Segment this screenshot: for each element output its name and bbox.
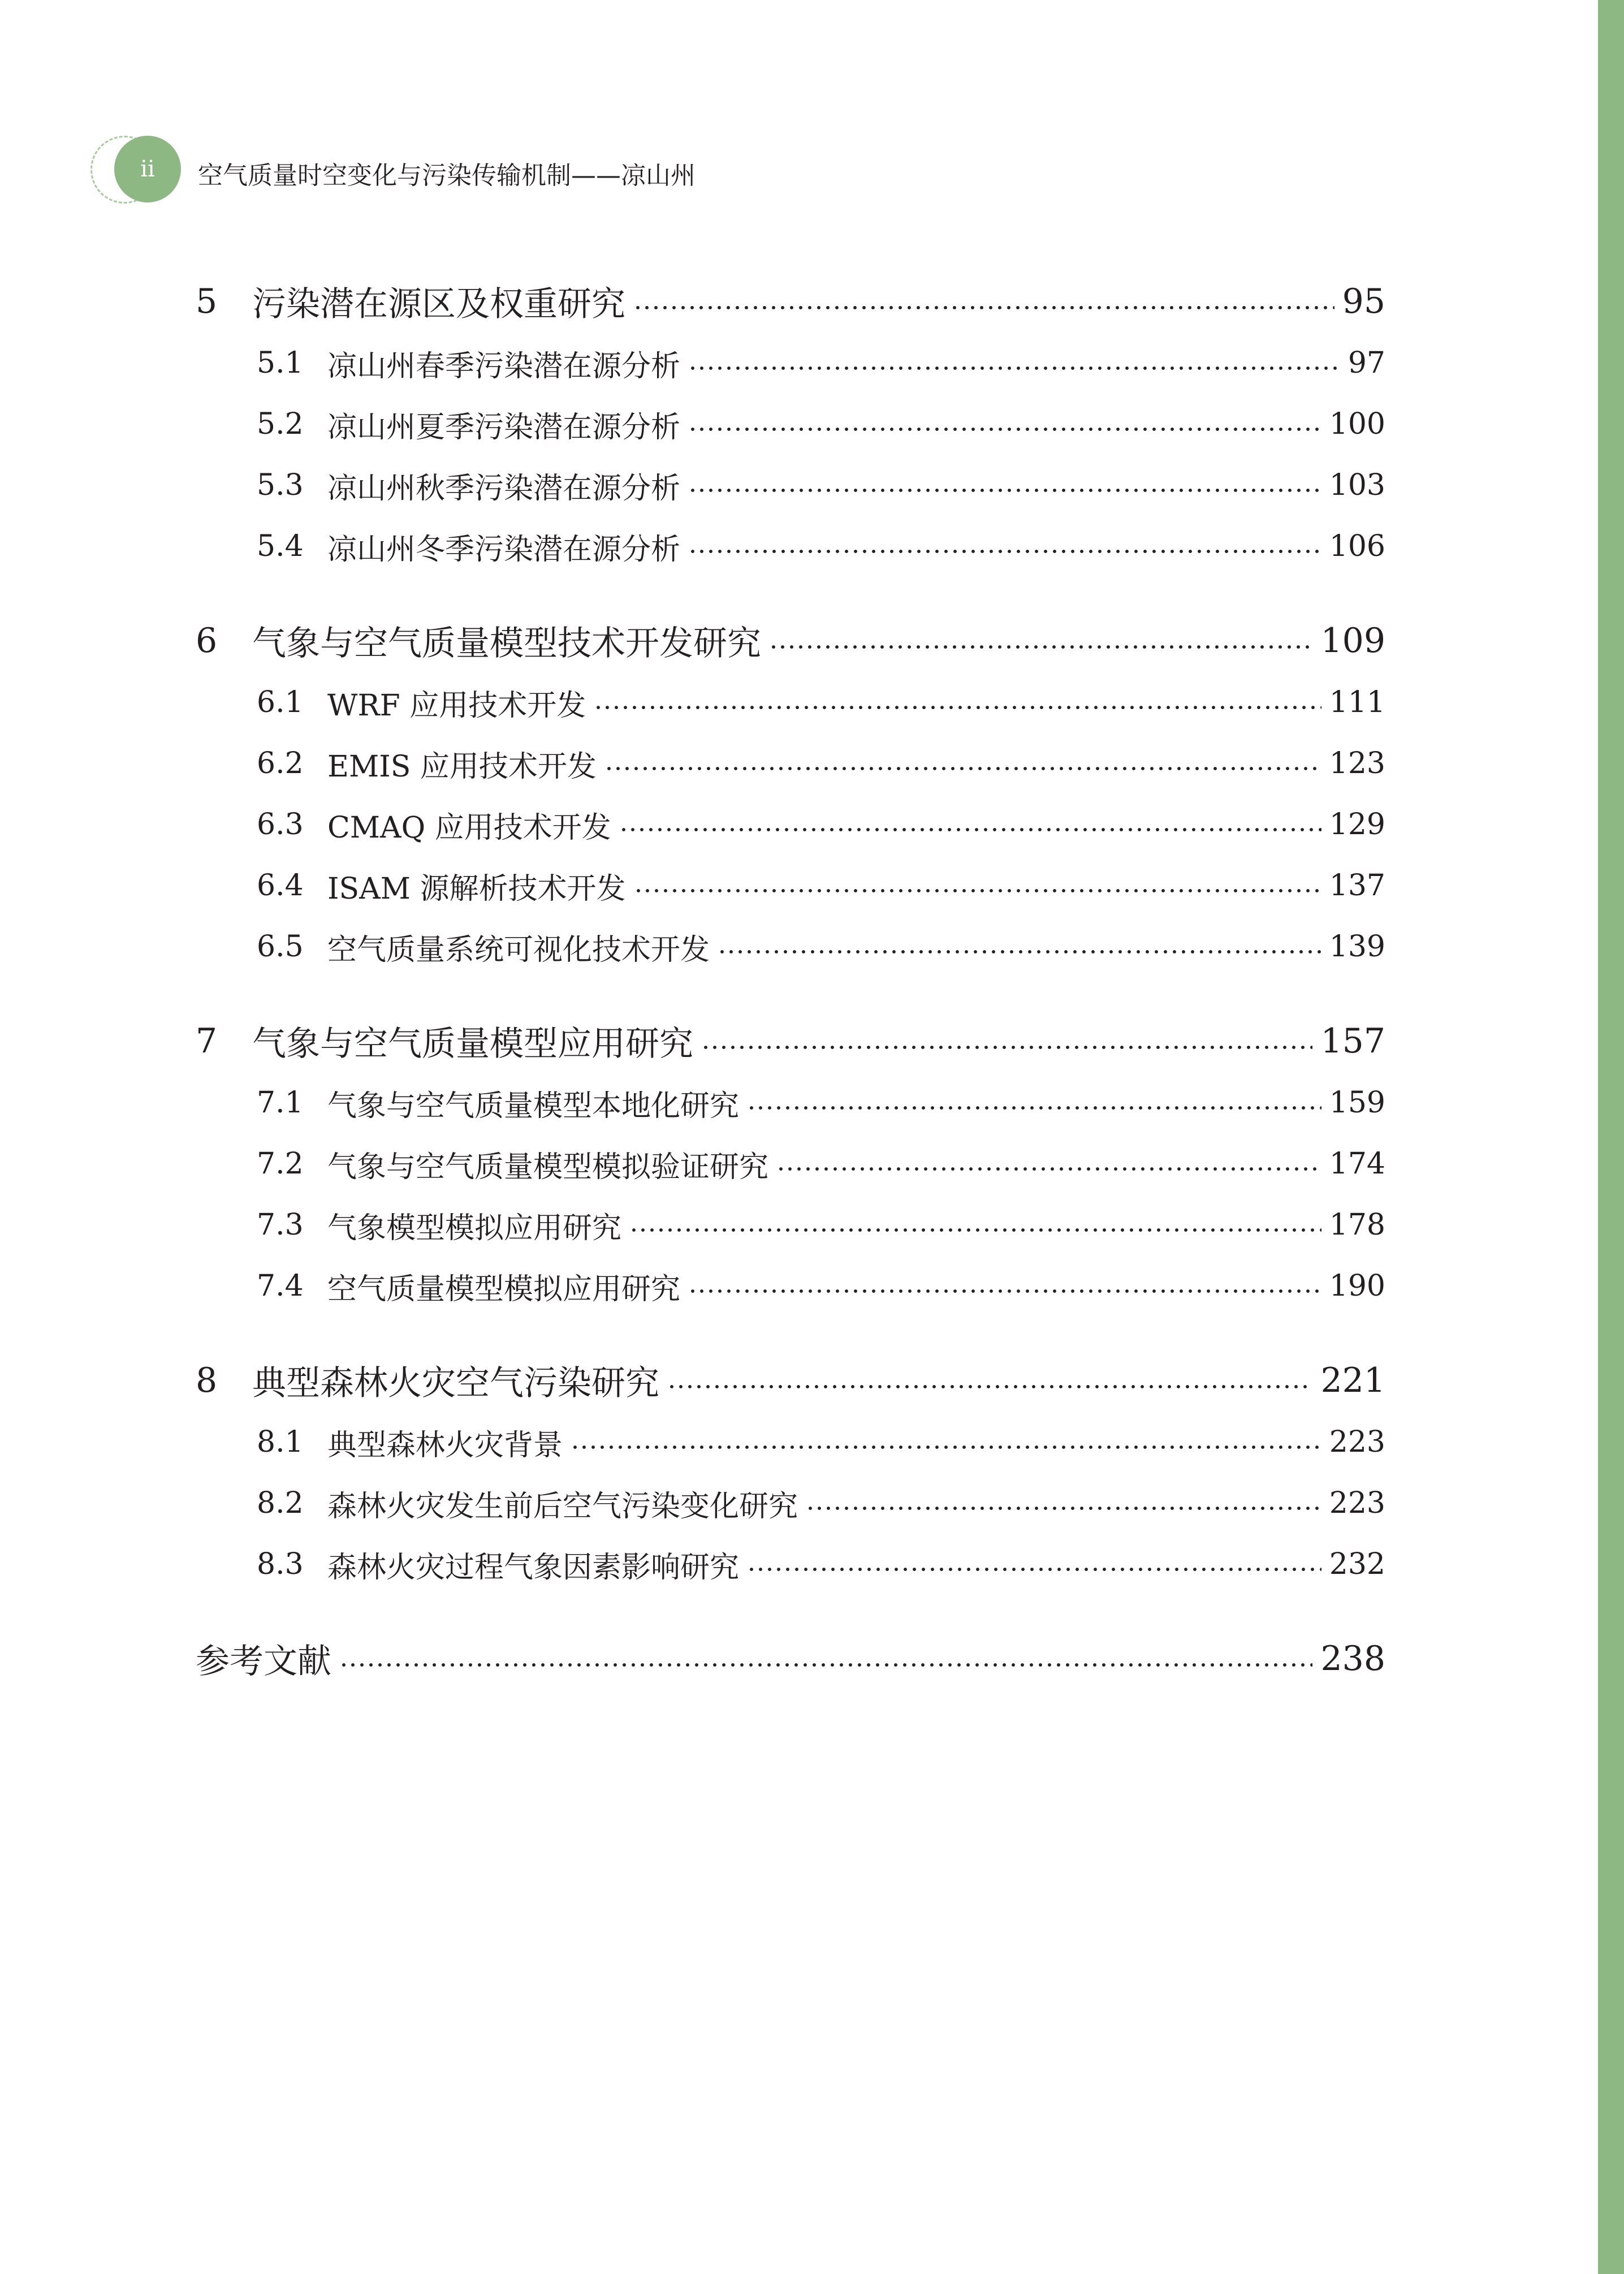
toc-section-title: 气象与空气质量模型本地化研究 [327, 1089, 740, 1123]
toc-section-entry[interactable] [196, 1133, 1385, 1194]
toc-chapter-page: 157 [1320, 1021, 1385, 1061]
toc-section-number: 7.3 [257, 1208, 304, 1242]
toc-section-number: 7.1 [257, 1086, 304, 1120]
toc-section-page: 111 [1329, 685, 1385, 719]
dot-leader [339, 1662, 1312, 1668]
toc-section-number: 7.2 [257, 1147, 304, 1181]
toc-section-entry[interactable] [196, 394, 1385, 455]
toc-section-page: 129 [1329, 808, 1385, 842]
toc-section-number: 8.3 [257, 1547, 304, 1581]
toc-section-title: 森林火灾发生前后空气污染变化研究 [327, 1489, 798, 1524]
dot-leader [688, 548, 1321, 555]
dot-leader [571, 1444, 1321, 1451]
toc-section-entry[interactable] [196, 855, 1385, 916]
dot-leader [806, 1505, 1321, 1512]
dot-leader [688, 487, 1321, 494]
toc-section-title: WRF 应用技术开发 [327, 688, 586, 723]
toc-section-number: 6.5 [257, 930, 304, 964]
toc-chapter-group [196, 1349, 1385, 1595]
toc-section-entry[interactable] [196, 333, 1385, 394]
toc-section-number: 5.4 [257, 529, 304, 563]
toc-section-title: 空气质量模型模拟应用研究 [327, 1272, 681, 1306]
toc-section-entry[interactable] [196, 1194, 1385, 1255]
dot-leader [634, 887, 1321, 894]
toc-section-title: EMIS 应用技术开发 [327, 749, 597, 784]
toc-section-page: 137 [1329, 869, 1385, 903]
toc-chapter-page: 95 [1342, 282, 1385, 321]
toc-section-page: 103 [1329, 468, 1385, 502]
toc-references-title: 参考文献 [196, 1642, 331, 1681]
dot-leader [629, 1227, 1321, 1233]
toc-references-group [196, 1628, 1385, 1690]
toc-section-entry[interactable] [196, 672, 1385, 733]
toc-section-title: 凉山州冬季污染潜在源分析 [327, 532, 681, 567]
toc-chapter-group [196, 610, 1385, 977]
toc-section-entry[interactable] [196, 1412, 1385, 1473]
dot-leader [747, 1104, 1321, 1111]
toc-section-title: 气象与空气质量模型模拟验证研究 [327, 1150, 769, 1184]
toc-section-entry[interactable] [196, 794, 1385, 855]
toc-chapter-group [196, 1010, 1385, 1317]
toc-section-title: 凉山州夏季污染潜在源分析 [327, 410, 681, 445]
toc-section-entry[interactable] [196, 916, 1385, 977]
toc-chapter-title: 气象与空气质量模型应用研究 [252, 1024, 693, 1064]
toc-references-page: 238 [1320, 1639, 1385, 1678]
toc-section-number: 6.3 [257, 808, 304, 842]
toc-section-entry[interactable] [196, 455, 1385, 516]
page-header [90, 136, 882, 204]
dot-leader [769, 644, 1312, 650]
side-color-band [1598, 0, 1624, 2274]
toc-section-title: 空气质量系统可视化技术开发 [327, 933, 710, 967]
toc-section-page: 174 [1329, 1147, 1385, 1181]
table-of-contents [196, 270, 1385, 1690]
toc-section-page: 178 [1329, 1208, 1385, 1242]
dot-leader [688, 1288, 1321, 1295]
dot-leader [619, 826, 1321, 833]
toc-section-number: 6.4 [257, 869, 304, 903]
toc-section-entry[interactable] [196, 1534, 1385, 1595]
toc-chapter-entry[interactable] [196, 1010, 1385, 1072]
toc-section-page: 100 [1329, 407, 1385, 441]
toc-section-page: 123 [1329, 747, 1385, 780]
toc-section-page: 139 [1329, 930, 1385, 964]
toc-section-number: 7.4 [257, 1269, 304, 1303]
toc-chapter-number: 6 [196, 621, 218, 661]
toc-section-entry[interactable] [196, 1473, 1385, 1534]
toc-section-page: 223 [1329, 1486, 1385, 1520]
toc-section-title: ISAM 源解析技术开发 [327, 871, 626, 906]
toc-section-title: 气象模型模拟应用研究 [327, 1211, 622, 1245]
toc-section-page: 223 [1329, 1425, 1385, 1459]
toc-chapter-title: 典型森林火灾空气污染研究 [252, 1363, 659, 1403]
toc-section-title: 凉山州春季污染潜在源分析 [327, 349, 681, 383]
dot-leader [667, 1383, 1312, 1390]
toc-section-page: 97 [1347, 346, 1385, 380]
toc-section-page: 106 [1329, 529, 1385, 563]
dot-leader [688, 426, 1321, 433]
toc-section-entry[interactable] [196, 733, 1385, 794]
toc-section-number: 5.1 [257, 346, 304, 380]
toc-section-number: 5.2 [257, 407, 304, 441]
dot-leader [688, 365, 1340, 372]
toc-chapter-entry[interactable] [196, 270, 1385, 333]
toc-chapter-title: 污染潜在源区及权重研究 [252, 284, 625, 324]
dot-leader [747, 1566, 1321, 1573]
toc-chapter-group [196, 270, 1385, 577]
toc-section-number: 6.2 [257, 747, 304, 780]
toc-section-title: CMAQ 应用技术开发 [327, 810, 611, 845]
toc-chapter-number: 8 [196, 1361, 218, 1400]
toc-chapter-number: 7 [196, 1021, 218, 1061]
toc-chapter-page: 221 [1320, 1361, 1385, 1400]
toc-section-number: 8.1 [257, 1425, 304, 1459]
toc-references-entry[interactable] [196, 1628, 1385, 1690]
toc-section-page: 232 [1329, 1547, 1385, 1581]
toc-section-number: 5.3 [257, 468, 304, 502]
dot-leader [776, 1166, 1321, 1172]
toc-section-number: 6.1 [257, 685, 304, 719]
toc-section-title: 凉山州秋季污染潜在源分析 [327, 471, 681, 506]
toc-section-title: 典型森林火灾背景 [327, 1428, 563, 1462]
toc-section-page: 159 [1329, 1086, 1385, 1120]
toc-chapter-title: 气象与空气质量模型技术开发研究 [252, 624, 761, 663]
dot-leader [701, 1044, 1312, 1051]
dot-leader [594, 704, 1321, 711]
toc-section-number: 8.2 [257, 1486, 304, 1520]
toc-chapter-entry[interactable] [196, 1349, 1385, 1412]
toc-section-entry[interactable] [196, 1255, 1385, 1317]
toc-section-entry[interactable] [196, 516, 1385, 577]
toc-section-entry[interactable] [196, 1072, 1385, 1133]
toc-section-page: 190 [1329, 1269, 1385, 1303]
toc-chapter-entry[interactable] [196, 610, 1385, 672]
dot-leader [718, 948, 1321, 955]
toc-chapter-number: 5 [196, 282, 218, 321]
toc-section-title: 森林火灾过程气象因素影响研究 [327, 1550, 740, 1585]
dot-leader [604, 765, 1321, 772]
running-title: 空气质量时空变化与污染传输机制——凉山州 [198, 161, 696, 190]
dot-leader [633, 304, 1334, 311]
page-number-badge: ii [114, 136, 181, 202]
toc-chapter-page: 109 [1320, 621, 1385, 661]
